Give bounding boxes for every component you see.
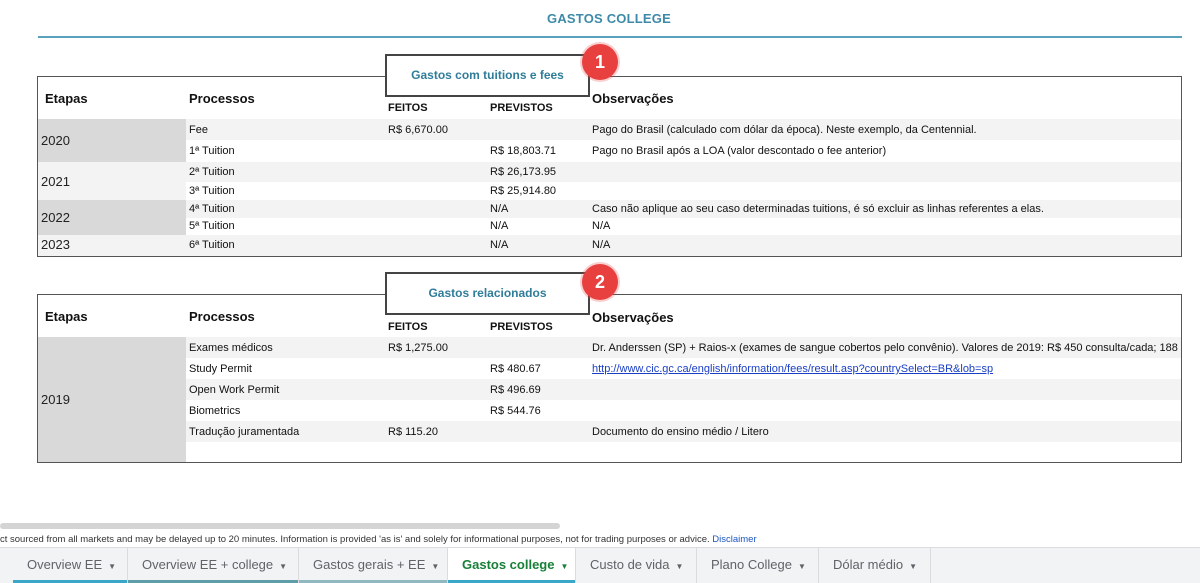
callout-badge-2: 2: [582, 264, 618, 300]
cell-processo[interactable]: Study Permit: [189, 363, 252, 375]
tab-label: Plano College: [711, 557, 792, 572]
callout-badge-1: 1: [582, 44, 618, 80]
header-observacoes: Observações: [592, 91, 674, 106]
market-data-disclaimer: [0, 534, 757, 545]
title-divider: [38, 36, 1182, 38]
cell-previstos[interactable]: N/A: [490, 203, 509, 215]
cell-processo[interactable]: Open Work Permit: [189, 384, 280, 396]
cell-previstos[interactable]: R$ 496.69: [490, 384, 541, 396]
stage-2019: 2019: [41, 392, 70, 407]
cell-observacao[interactable]: N/A: [592, 239, 611, 251]
stage-2021: 2021: [41, 174, 70, 189]
cell-feitos[interactable]: R$ 115.20: [388, 426, 438, 438]
row-stripe: [186, 235, 1181, 256]
chevron-down-icon[interactable]: ▼: [797, 562, 806, 571]
tab-label: Overview EE: [27, 557, 103, 572]
cell-observacao[interactable]: Caso não aplique ao seu caso determinadas tuitions, é só excluir as linhas referentes a elas.: [592, 203, 1044, 215]
fees-link[interactable]: http://www.cic.gc.ca/english/information/fees/result.asp?countrySelect=BR&lob=sp: [592, 363, 994, 375]
tab-custo-de-vida[interactable]: [576, 548, 697, 583]
header-previstos: PREVISTOS: [490, 321, 553, 333]
cell-observacao[interactable]: Pago do Brasil (calculado com dólar da época). Neste exemplo, da Centennial.: [592, 124, 977, 136]
chevron-down-icon[interactable]: ▼: [108, 562, 117, 571]
horizontal-scrollbar[interactable]: [0, 523, 560, 529]
header-processos: Processos: [189, 91, 255, 106]
cell-previstos[interactable]: R$ 480.67: [490, 363, 541, 375]
tab-label: Custo de vida: [590, 557, 670, 572]
cell-feitos[interactable]: R$ 1,275.00: [388, 342, 448, 354]
sheet-tab-bar: [0, 547, 1200, 583]
cell-processo[interactable]: 1ª Tuition: [189, 145, 235, 157]
cell-processo[interactable]: Exames médicos: [189, 342, 273, 354]
header-etapas: Etapas: [45, 91, 88, 106]
header-processos: Processos: [189, 309, 255, 324]
chevron-down-icon[interactable]: ▼: [431, 562, 440, 571]
chevron-down-icon[interactable]: ▼: [909, 562, 918, 571]
header-observacoes: Observações: [592, 310, 674, 325]
cell-observacao[interactable]: Dr. Anderssen (SP) + Raios-x (exames de sangue cobertos pelo convênio). Valores de 2019: R$ 450 consulta/cada; 188: [592, 342, 1178, 354]
tab-overview-ee[interactable]: [13, 548, 128, 583]
tab-gastos-gerais-ee[interactable]: [299, 548, 448, 583]
stage-2022: 2022: [41, 210, 70, 225]
tab-label: Dólar médio: [833, 557, 904, 572]
tab-label: Overview EE + college: [142, 557, 274, 572]
row-stripe: [186, 379, 1181, 400]
chevron-down-icon[interactable]: ▼: [279, 562, 288, 571]
cell-previstos[interactable]: N/A: [490, 239, 509, 251]
related-expenses-table: [37, 294, 1182, 463]
caption-related-expenses: Gastos relacionados: [385, 272, 590, 315]
cell-processo[interactable]: 6ª Tuition: [189, 239, 235, 251]
stage-2023: 2023: [41, 237, 70, 252]
cell-processo[interactable]: 3ª Tuition: [189, 185, 235, 197]
tab-overview-ee-college[interactable]: [128, 548, 299, 583]
tab-label: Gastos gerais + EE: [313, 557, 426, 572]
tab-label: Gastos college: [462, 557, 555, 572]
cell-processo[interactable]: 5ª Tuition: [189, 220, 235, 232]
cell-previstos[interactable]: R$ 18,803.71: [490, 145, 557, 157]
cell-processo[interactable]: 2ª Tuition: [189, 166, 235, 178]
stage-2020: 2020: [41, 133, 70, 148]
caption-tuitions-fees: Gastos com tuitions e fees: [385, 54, 590, 97]
cell-processo[interactable]: Tradução juramentada: [189, 426, 300, 438]
sheet-title: GASTOS COLLEGE: [547, 11, 671, 26]
tuition-fees-table: [37, 76, 1182, 257]
chevron-down-icon[interactable]: ▼: [560, 562, 569, 571]
header-etapas: Etapas: [45, 309, 88, 324]
cell-previstos[interactable]: R$ 26,173.95: [490, 166, 557, 178]
tab-dolar-medio[interactable]: [819, 548, 931, 583]
cell-observacao[interactable]: N/A: [592, 220, 611, 232]
header-feitos: FEITOS: [388, 321, 428, 333]
cell-processo[interactable]: Fee: [189, 124, 208, 136]
tab-gastos-college[interactable]: [448, 548, 576, 583]
row-stripe: [186, 162, 1181, 182]
header-previstos: PREVISTOS: [490, 102, 553, 114]
cell-previstos[interactable]: R$ 544.76: [490, 405, 541, 417]
cell-observacao[interactable]: Documento do ensino médio / Litero: [592, 426, 769, 438]
cell-observacao[interactable]: Pago no Brasil após a LOA (valor descontado o fee anterior): [592, 145, 887, 157]
cell-processo[interactable]: Biometrics: [189, 405, 241, 417]
disclaimer-text: ct sourced from all markets and may be delayed up to 20 minutes. Information is provided 'as is' and solely for informational purposes, not for trading purposes or advice.: [0, 534, 710, 545]
cell-processo[interactable]: 4ª Tuition: [189, 203, 235, 215]
cell-previstos[interactable]: R$ 25,914.80: [490, 185, 557, 197]
tab-plano-college[interactable]: [697, 548, 819, 583]
cell-feitos[interactable]: R$ 6,670.00: [388, 124, 448, 136]
cell-previstos[interactable]: N/A: [490, 220, 509, 232]
header-feitos: FEITOS: [388, 102, 428, 114]
chevron-down-icon[interactable]: ▼: [675, 562, 684, 571]
disclaimer-link[interactable]: Disclaimer: [712, 534, 757, 545]
